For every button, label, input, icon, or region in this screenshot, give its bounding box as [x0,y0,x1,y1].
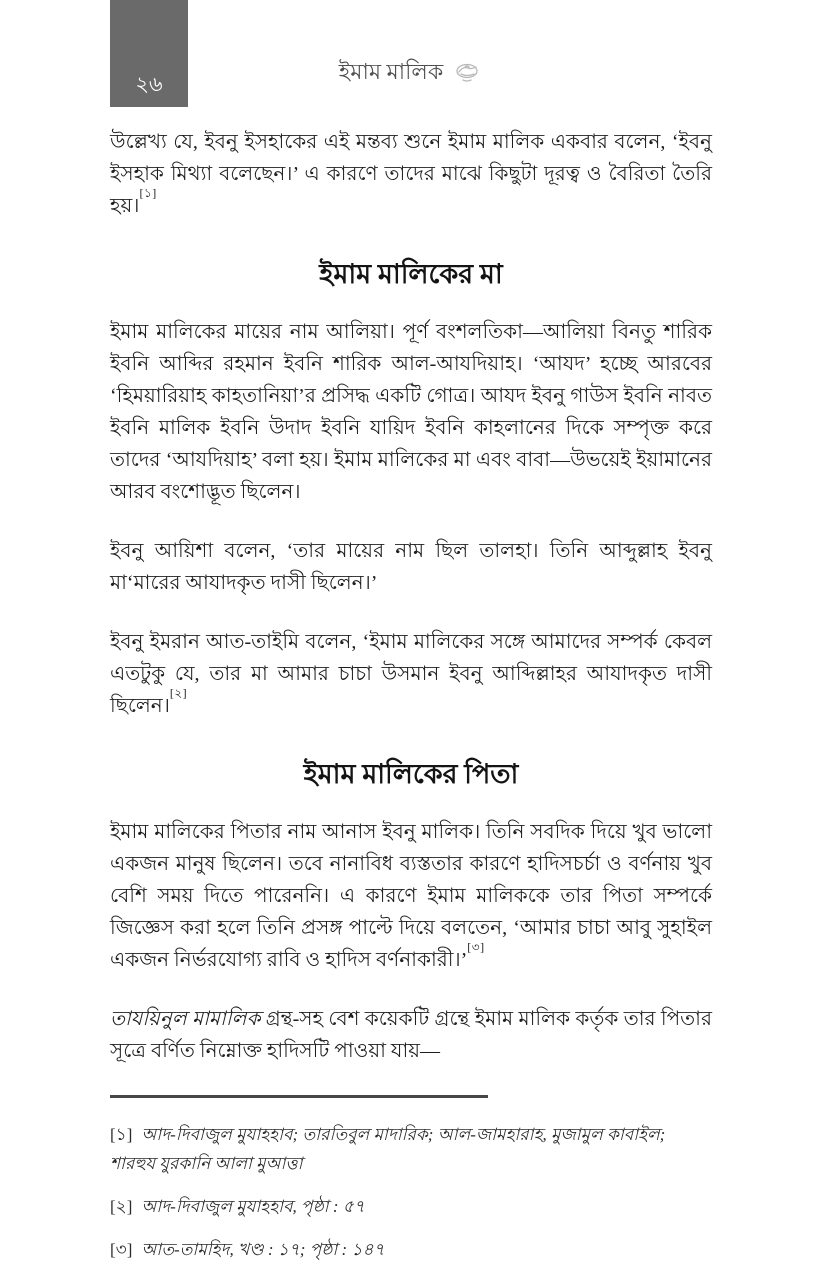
footnote-3 [110,1235,712,1264]
footnote-2-text: আদ-দিবাজুল মুযাহহাব, পৃষ্ঠা : ৫৭ [141,1197,365,1216]
book-title-italic: তাযয়িনুল মামালিক [110,1008,261,1030]
footnote-2-marker: [২] [110,1197,133,1216]
footnote-ref-1: [১] [139,186,157,201]
page-content [110,126,712,1270]
footnote-1-text: আদ-দিবাজুল মুযাহহাব; তারতিবুল মাদারিক; আল-জামহারাহ, মুজামুল কাবাইল; শারহুয যুরকানি আলা মুআত্তা [110,1125,666,1173]
mother-paragraph-ibn-imran-quote [110,626,712,722]
footnote-2 [110,1192,712,1221]
mother-paragraph-ibn-imran-text: ইবনু ইমরান আত-তাইমি বলেন, ‘ইমাম মালিকের সঙ্গে আমাদের সম্পর্ক কেবল এতটুকু যে, তার মা আমার চাচা উসমান ইবনু আব্দিল্লাহর আযাদকৃত দাসী ছিলেন। [110,631,712,717]
mother-paragraph-ibn-ayesha-quote: ইবনু আয়িশা বলেন, ‘তার মায়ের নাম ছিল তালহা। তিনি আব্দুল্লাহ ইবনু মা‘মারের আযাদকৃত দাসী ছিলেন।’ [110,540,712,594]
rahimahullah-ornament-icon [451,60,483,84]
footnote-separator-rule [110,1095,488,1098]
page-number: ২৬ [135,72,163,96]
mother-paragraph-lineage: ইমাম মালিকের মায়ের নাম আলিয়া। পূর্ণ বংশলতিকা—আলিয়া বিনতু শারিক ইবনি আব্দির রহমান ইবনি শারিক আল-আযদিয়াহ। ‘আযদ’ হচ্ছে আরবের ‘হিময়ারিয়াহ কাহতানিয়া’র প্রসিদ্ধ একটি গোত্র। আযদ ইবনু গাউস ইবনি নাবত ইবনি মালিক ইবনি উদাদ ইবনি যায়িদ ইবনি কাহলানের দিকে সম্পৃক্ত করে তাদের ‘আযদিয়াহ’ বলা হয়। ইমাম মালিকের মা এবং বাবা—উভয়েই ইয়ামানের আরব বংশোদ্ভূত ছিলেন। [110,321,712,503]
footnote-ref-3: [৩] [467,940,485,955]
section-heading-mother: ইমাম মালিকের মা [319,259,503,289]
intro-paragraph [110,126,712,222]
page-number-box [110,0,188,107]
footnotes-block [110,1120,712,1264]
footnote-ref-2: [২] [169,686,188,701]
father-paragraph-source-text: গ্রন্থ-সহ বেশ কয়েকটি গ্রন্থে ইমাম মালিক কর্তৃক তার পিতার সূত্রে বর্ণিত নিম্নোক্ত হাদিসটি পাওয়া যায়— [110,1008,712,1062]
intro-paragraph-text: উল্লেখ্য যে, ইবনু ইসহাকের এই মন্তব্য শুনে ইমাম মালিক একবার বলেন, ‘ইবনু ইসহাক মিথ্যা বলেছেন।’ এ কারণে তাদের মাঝে কিছুটা দূরত্ব ও বৈরিতা তৈরি হয়। [110,131,712,217]
running-header-title: ইমাম মালিক [338,59,444,84]
father-paragraph-source [110,1003,712,1067]
footnote-3-marker: [৩] [110,1240,133,1259]
footnote-1-marker: [১] [110,1125,133,1144]
running-header [110,58,712,87]
footnote-3-text: আত-তামহিদ, খণ্ড : ১৭; পৃষ্ঠা : ১৪৭ [141,1240,385,1259]
father-paragraph-bio [110,816,712,976]
section-heading-father: ইমাম মালিকের পিতা [303,759,519,789]
footnote-1 [110,1120,712,1178]
father-paragraph-bio-text: ইমাম মালিকের পিতার নাম আনাস ইবনু মালিক। তিনি সবদিক দিয়ে খুব ভালো একজন মানুষ ছিলেন। তবে নানাবিধ ব্যস্ততার কারণে হাদিসচর্চা ও বর্ণনায় খুব বেশি সময় দিতে পারেননি। এ কারণে ইমাম মালিককে তার পিতা সম্পর্কে জিজ্ঞেস করা হলে তিনি প্রসঙ্গ পাল্টে দিয়ে বলতেন, ‘আমার চাচা আবু সুহাইল একজন নির্ভরযোগ্য রাবি ও হাদিস বর্ণনাকারী।’ [110,821,712,971]
